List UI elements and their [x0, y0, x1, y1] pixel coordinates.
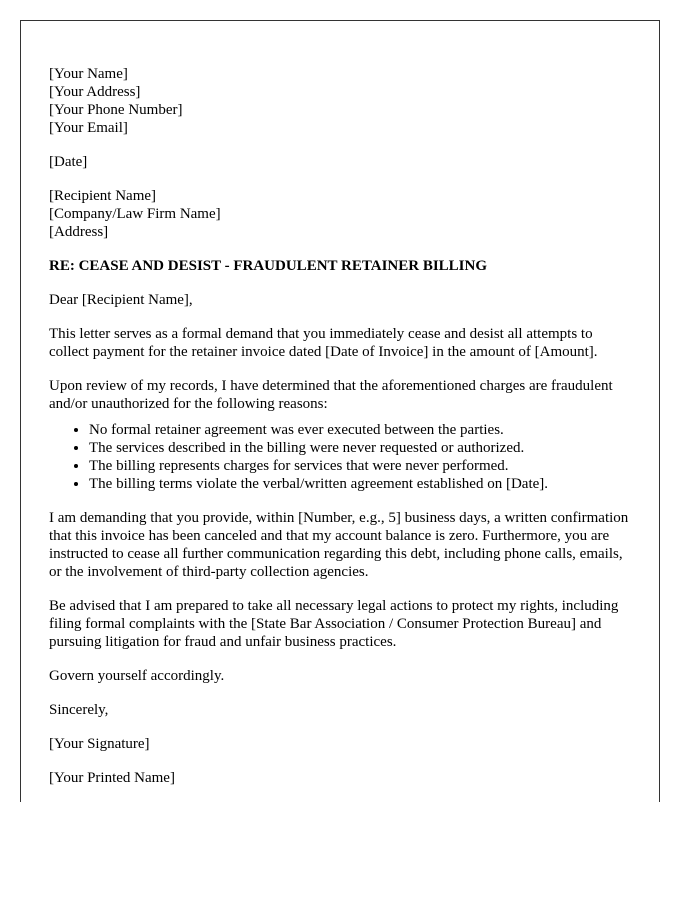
recipient-company: [Company/Law Firm Name] [49, 206, 221, 222]
list-item: • The services described in the billing were never requested or authorized. [89, 439, 634, 457]
paragraph-review: Upon review of my records, I have determined that the aforementioned charges are fraudulent and/or unauthorized for the following reasons: [49, 378, 613, 412]
printed-name: [Your Printed Name] [49, 770, 175, 786]
letter-content [49, 49, 634, 802]
letter-date: [Date] [49, 154, 88, 170]
paragraph-legal: Be advised that I am prepared to take all necessary legal actions to protect my rights, including filing formal complaints with the [State Bar Association / Consumer Protection Bureau] and pursuing litigation for fraud and unfair business practices. [49, 598, 619, 650]
sender-email: [Your Email] [49, 120, 128, 136]
closing: Sincerely, [49, 702, 109, 718]
paragraph-demand: This letter serves as a formal demand that you immediately cease and desist all attempts to collect payment for the retainer invoice dated [Date of Invoice] in the amount of [Amount]. [49, 326, 598, 360]
recipient-name: [Recipient Name] [49, 188, 157, 204]
letter-page [20, 20, 660, 802]
list-item: • The billing terms violate the verbal/written agreement established on [Date]. [89, 475, 634, 493]
list-item: • No formal retainer agreement was ever executed between the parties. [89, 421, 634, 439]
sender-address: [Your Address] [49, 84, 141, 100]
paragraph-govern: Govern yourself accordingly. [49, 668, 225, 684]
salutation: Dear [Recipient Name], [49, 292, 193, 308]
subject-line: RE: CEASE AND DESIST - FRAUDULENT RETAINER BILLING [49, 258, 488, 274]
signature: [Your Signature] [49, 736, 150, 752]
sender-name: [Your Name] [49, 66, 128, 82]
reasons-list [49, 421, 634, 493]
recipient-address: [Address] [49, 224, 109, 240]
list-item: • The billing represents charges for services that were never performed. [89, 457, 634, 475]
paragraph-confirmation: I am demanding that you provide, within [Number, e.g., 5] business days, a written confirmation that this invoice has been canceled and that my account balance is zero. Furthermore, you are instructed to cease all further communication regarding this debt, including phone calls, emails, or the involvement of third-party collection agencies. [49, 510, 629, 580]
sender-phone: [Your Phone Number] [49, 102, 183, 118]
